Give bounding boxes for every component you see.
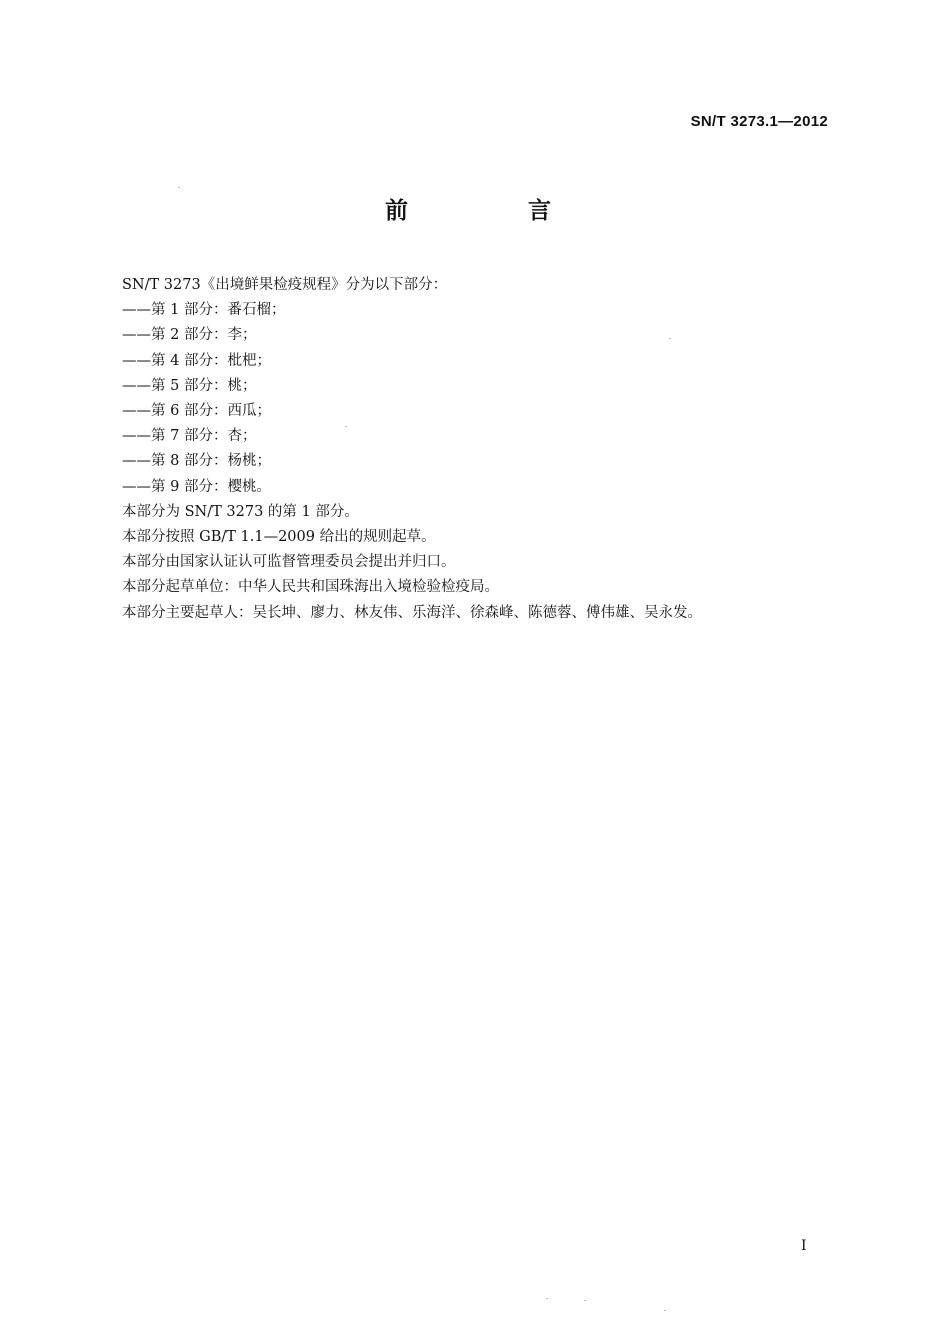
scan-speck xyxy=(664,1310,666,1311)
list-item: ——第 9 部分：樱桃。 xyxy=(122,478,271,495)
document-code: SN/T 3273.1—2012 xyxy=(690,113,828,130)
page-title: 前 言 xyxy=(384,198,607,224)
list-item: ——第 2 部分：李； xyxy=(122,327,257,344)
list-item: ——第 1 部分：番石榴； xyxy=(122,302,286,319)
list-item: ——第 7 部分：杏； xyxy=(122,428,257,445)
paragraph-drafting-rules: 本部分按照 GB/T 1.1—2009 给出的规则起草。 xyxy=(122,529,436,546)
foreword-body xyxy=(122,273,842,626)
paragraph-drafting-unit: 本部分起草单位：中华人民共和国珠海出入境检验检疫局。 xyxy=(122,579,499,596)
scan-speck xyxy=(546,1298,548,1299)
list-item: ——第 4 部分：枇杷； xyxy=(122,352,271,369)
paragraph-proposer: 本部分由国家认证认可监督管理委员会提出并归口。 xyxy=(122,554,456,571)
page-number: I xyxy=(801,1238,807,1254)
paragraph-intro: SN/T 3273《出境鲜果检疫规程》分为以下部分： xyxy=(122,277,448,293)
list-item: ——第 5 部分：桃； xyxy=(122,377,257,394)
paragraph-drafters: 本部分主要起草人：吴长坤、廖力、林友伟、乐海洋、徐森峰、陈德蓉、傅伟雄、吴永发。 xyxy=(122,604,702,621)
scan-speck xyxy=(669,338,671,339)
scan-speck xyxy=(584,1300,586,1301)
scan-speck xyxy=(178,187,180,188)
scan-speck xyxy=(345,426,347,427)
paragraph-part-statement: 本部分为 SN/T 3273 的第 1 部分。 xyxy=(122,503,359,520)
list-item: ——第 6 部分：西瓜； xyxy=(122,403,271,420)
list-item: ——第 8 部分：杨桃； xyxy=(122,453,271,470)
